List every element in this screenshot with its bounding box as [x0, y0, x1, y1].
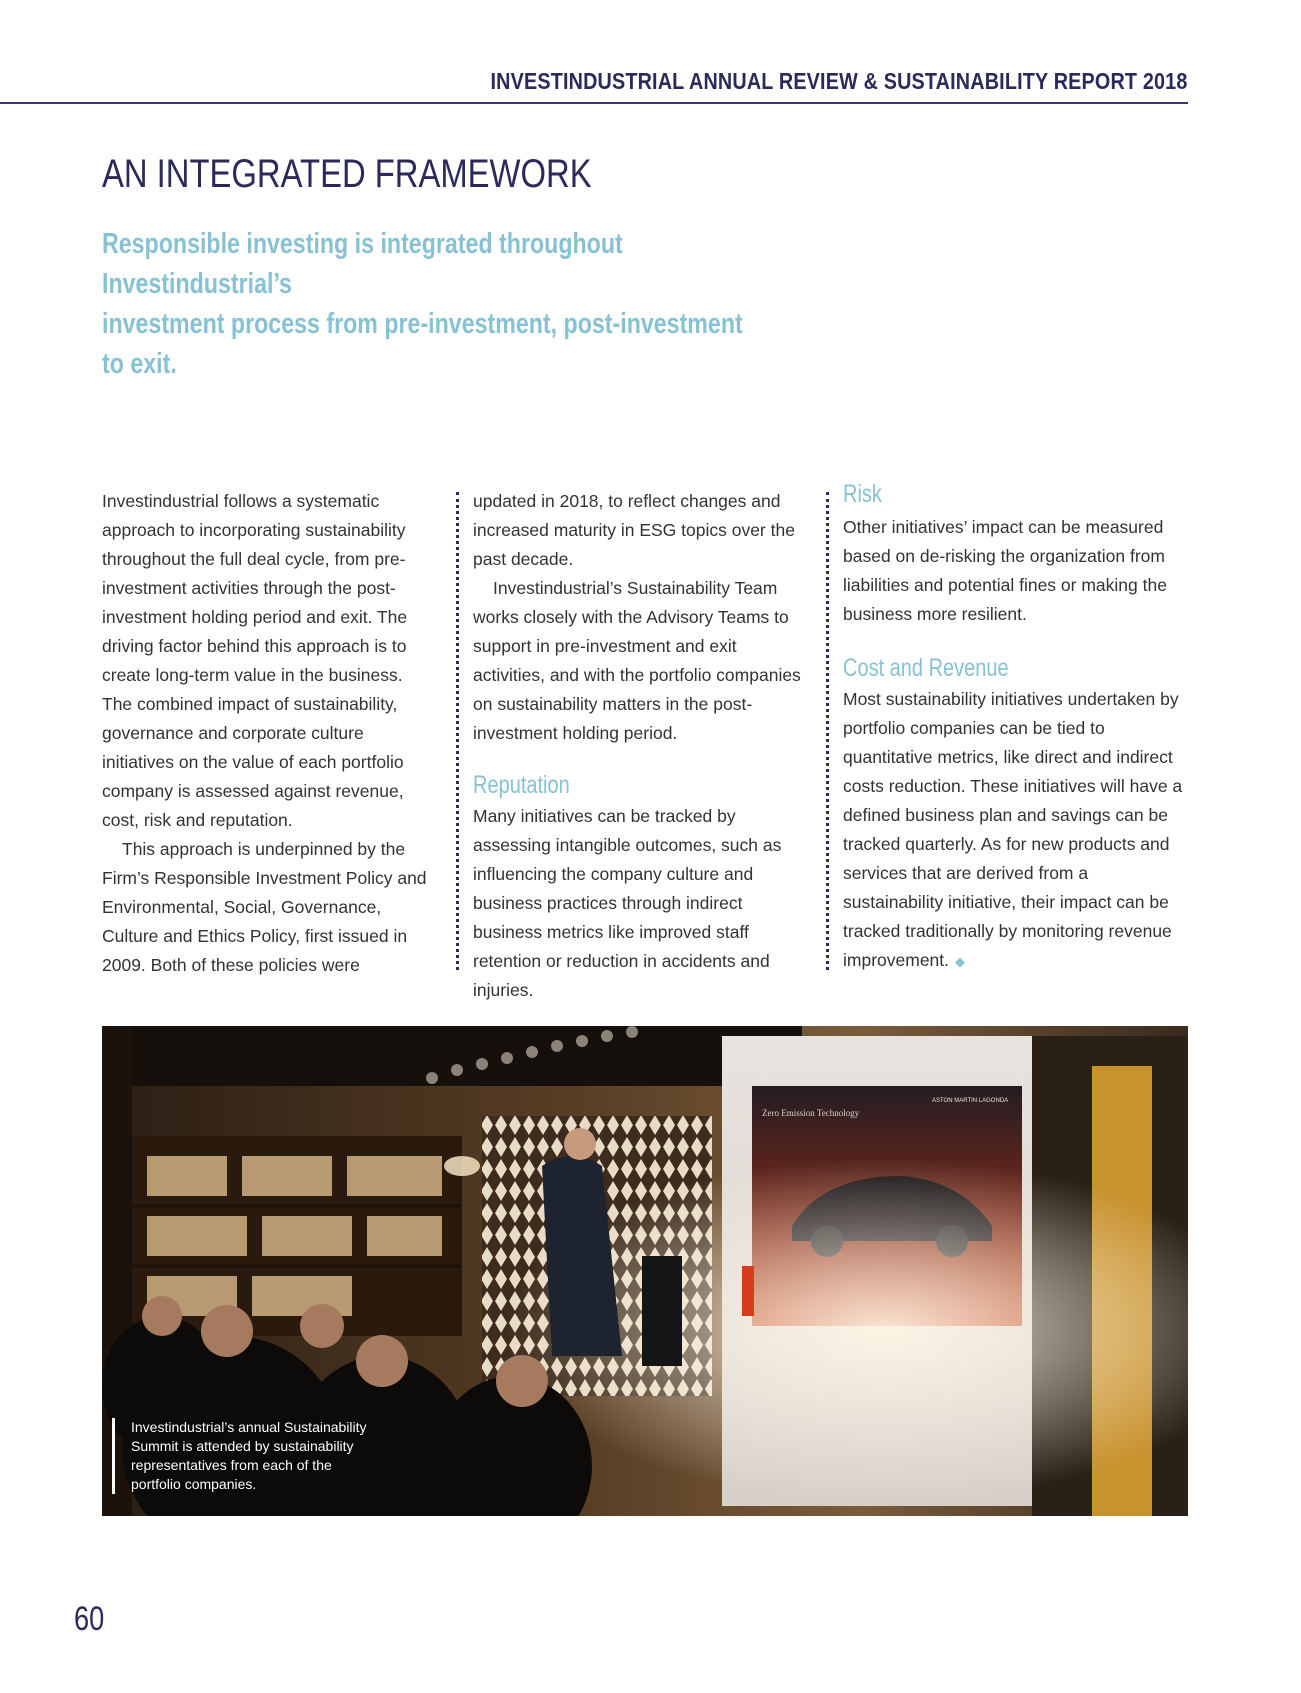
body-column-2: [473, 487, 813, 1005]
paragraph: updated in 2018, to reflect changes and increased maturity in ESG topics over the past decade.: [473, 491, 795, 569]
cost-revenue-heading: Cost and Revenue: [843, 654, 1009, 682]
page-title: AN INTEGRATED FRAMEWORK: [102, 152, 592, 196]
column-divider: [826, 492, 829, 970]
summit-photo: [102, 1026, 1188, 1516]
page-number: 60: [74, 1600, 105, 1638]
reputation-heading: Reputation: [473, 771, 570, 799]
page-subtitle: Responsible investing is integrated throughout Investindustrial’s investment process from pre-investment, post-investment to exit.: [102, 228, 743, 380]
paragraph: Many initiatives can be tracked by assessing intangible outcomes, such as influencing the company culture and business practices through indirect business metrics like improved staff retention or reduction in accidents and injuries.: [473, 806, 782, 1000]
slide-brand: ASTON MARTIN LAGONDA: [932, 1098, 1009, 1104]
photo-caption-box: [112, 1418, 391, 1494]
end-mark-icon: ◆: [955, 954, 966, 969]
paragraph: Other initiatives’ impact can be measured based on de-risking the organization from liabilities and potential fines or making the business more resilient.: [843, 517, 1167, 624]
running-header: [0, 60, 1188, 104]
running-title: INVESTINDUSTRIAL ANNUAL REVIEW & SUSTAINABILITY REPORT 2018: [490, 68, 1188, 94]
paragraph: Investindustrial follows a systematic approach to incorporating sustainability throughout the full deal cycle, from pre-investment activities through the post-investment holding period and exit. The driving factor behind this approach is to create long-term value in the business. The combined impact of sustainability, governance and corporate culture initiatives on the value of each portfolio company is assessed against revenue, cost, risk and reputation.: [102, 491, 408, 830]
paragraph: Investindustrial’s Sustainability Team works closely with the Advisory Teams to support in pre-investment and exit activities, and with the portfolio companies on sustainability matters in the post-investment holding period.: [473, 578, 801, 743]
risk-heading: Risk: [843, 480, 882, 508]
photo-caption: Investindustrial’s annual Sustainability Summit is attended by sustainability representatives from each of the portfolio companies.: [131, 1419, 367, 1492]
paragraph: This approach is underpinned by the Firm’s Responsible Investment Policy and Environmental, Social, Governance, Culture and Ethics Policy, first issued in 2009. Both of these policies were: [102, 839, 427, 975]
slide-heading: Zero Emission Technology: [762, 1108, 860, 1118]
paragraph: [843, 685, 1183, 976]
column-divider: [456, 492, 459, 970]
paragraph-text: Most sustainability initiatives undertaken by portfolio companies can be tied to quantitative metrics, like direct and indirect costs reduction. These initiatives will have a defined business plan and savings can be tracked quarterly. As for new products and services that are derived from a sustainability initiative, their impact can be tracked traditionally by monitoring revenue improvement.: [843, 689, 1183, 970]
body-column-3: [843, 480, 1183, 976]
body-column-1: [102, 487, 432, 980]
